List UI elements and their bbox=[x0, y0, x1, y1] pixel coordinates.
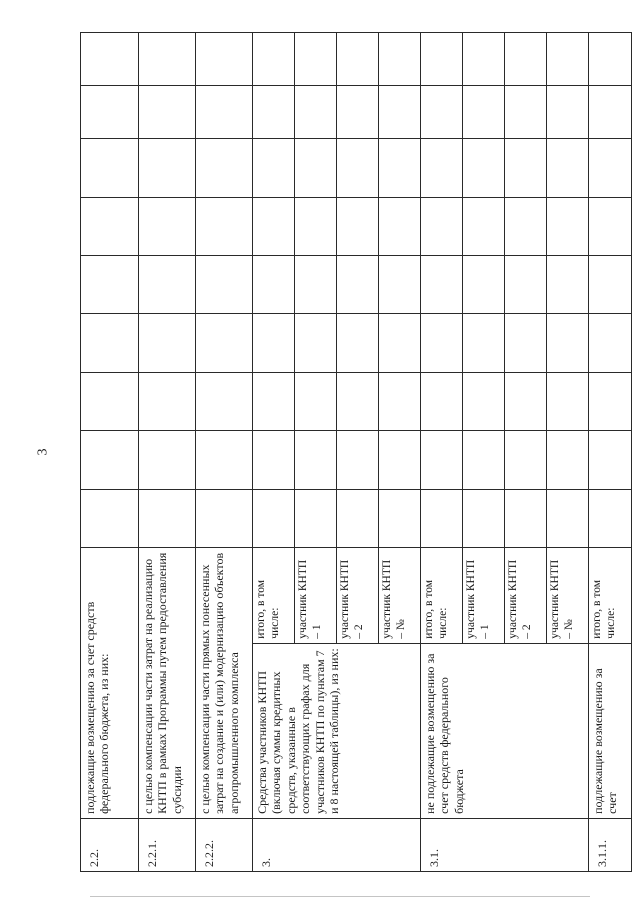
value-cell bbox=[505, 86, 547, 139]
value-cell bbox=[463, 489, 505, 547]
value-cell bbox=[589, 139, 632, 197]
value-cell bbox=[196, 33, 253, 86]
value-cell bbox=[421, 197, 463, 255]
value-cell bbox=[337, 314, 379, 372]
value-cell bbox=[295, 197, 337, 255]
value-cell bbox=[421, 256, 463, 314]
table-row-2-2 bbox=[81, 33, 139, 872]
table-row-3-1-1-total bbox=[589, 33, 632, 872]
row-number: 2.2.1. bbox=[139, 818, 196, 871]
value-cell bbox=[589, 33, 632, 86]
value-cell bbox=[139, 256, 196, 314]
row-number: 3.1. bbox=[421, 818, 589, 871]
value-cell bbox=[589, 256, 632, 314]
financing-table bbox=[80, 32, 632, 872]
value-cell bbox=[421, 489, 463, 547]
value-cell bbox=[295, 86, 337, 139]
value-cell bbox=[139, 33, 196, 86]
value-cell bbox=[505, 33, 547, 86]
sub-label: участник КНТП – 2 bbox=[337, 548, 379, 644]
value-cell bbox=[379, 33, 421, 86]
value-cell bbox=[547, 431, 589, 489]
value-cell bbox=[81, 431, 139, 489]
value-cell bbox=[505, 431, 547, 489]
value-cell bbox=[337, 372, 379, 430]
value-cell bbox=[295, 139, 337, 197]
row-label: подлежащие возмещению за счет средств федерального бюджета, из них: bbox=[81, 548, 139, 819]
row-label: подлежащие возмещению за счет bbox=[589, 643, 632, 818]
value-cell bbox=[253, 197, 295, 255]
value-cell bbox=[139, 86, 196, 139]
value-cell bbox=[421, 431, 463, 489]
value-cell bbox=[196, 86, 253, 139]
value-cell bbox=[81, 314, 139, 372]
value-cell bbox=[589, 372, 632, 430]
value-cell bbox=[253, 489, 295, 547]
value-cell bbox=[337, 86, 379, 139]
value-cell bbox=[295, 372, 337, 430]
value-cell bbox=[337, 256, 379, 314]
value-cell bbox=[589, 489, 632, 547]
value-cell bbox=[196, 314, 253, 372]
value-cell bbox=[505, 489, 547, 547]
value-cell bbox=[547, 372, 589, 430]
sub-label: итого, в том числе: bbox=[253, 548, 295, 644]
value-cell bbox=[379, 314, 421, 372]
row-label: Средства участников КНТП (включая суммы кредитных средств, указанные в соответствующих графах для участников КНТП по пунктам 7 и 8 настоящей таблицы), из них: bbox=[253, 643, 421, 818]
value-cell bbox=[253, 139, 295, 197]
sub-label: участник КНТП – № bbox=[547, 548, 589, 644]
value-cell bbox=[139, 431, 196, 489]
value-cell bbox=[139, 139, 196, 197]
value-cell bbox=[547, 489, 589, 547]
value-cell bbox=[463, 372, 505, 430]
value-cell bbox=[589, 86, 632, 139]
value-cell bbox=[379, 197, 421, 255]
value-cell bbox=[295, 489, 337, 547]
value-cell bbox=[379, 431, 421, 489]
value-cell bbox=[589, 431, 632, 489]
sub-label: участник КНТП – № bbox=[379, 548, 421, 644]
value-cell bbox=[139, 314, 196, 372]
value-cell bbox=[81, 489, 139, 547]
value-cell bbox=[379, 489, 421, 547]
sub-label: участник КНТП – 1 bbox=[463, 548, 505, 644]
value-cell bbox=[337, 197, 379, 255]
value-cell bbox=[547, 33, 589, 86]
value-cell bbox=[196, 431, 253, 489]
value-cell bbox=[379, 372, 421, 430]
table-row-2-2-1 bbox=[139, 33, 196, 872]
rotated-table-wrapper bbox=[80, 32, 620, 872]
value-cell bbox=[547, 139, 589, 197]
value-cell bbox=[81, 33, 139, 86]
value-cell bbox=[139, 489, 196, 547]
value-cell bbox=[81, 139, 139, 197]
value-cell bbox=[463, 197, 505, 255]
value-cell bbox=[547, 314, 589, 372]
value-cell bbox=[295, 256, 337, 314]
sub-label: участник КНТП – 2 bbox=[505, 548, 547, 644]
value-cell bbox=[253, 372, 295, 430]
row-number: 3. bbox=[253, 818, 421, 871]
page-number: 3 bbox=[35, 448, 51, 456]
value-cell bbox=[505, 314, 547, 372]
value-cell bbox=[463, 86, 505, 139]
value-cell bbox=[253, 256, 295, 314]
table-row-2-2-2 bbox=[196, 33, 253, 872]
value-cell bbox=[463, 314, 505, 372]
value-cell bbox=[253, 431, 295, 489]
value-cell bbox=[421, 372, 463, 430]
value-cell bbox=[295, 431, 337, 489]
table-row-3-1-total bbox=[421, 33, 463, 872]
value-cell bbox=[196, 256, 253, 314]
value-cell bbox=[196, 489, 253, 547]
value-cell bbox=[505, 372, 547, 430]
value-cell bbox=[81, 372, 139, 430]
value-cell bbox=[547, 197, 589, 255]
value-cell bbox=[463, 139, 505, 197]
value-cell bbox=[379, 86, 421, 139]
value-cell bbox=[589, 314, 632, 372]
row-label: с целью компенсации части затрат на реализацию КНТП в рамках Программы путем предоставления субсидии bbox=[139, 548, 196, 819]
value-cell bbox=[421, 139, 463, 197]
value-cell bbox=[196, 197, 253, 255]
row-number: 2.2.2. bbox=[196, 818, 253, 871]
value-cell bbox=[337, 489, 379, 547]
value-cell bbox=[505, 197, 547, 255]
scan-edge-line bbox=[90, 896, 590, 897]
value-cell bbox=[337, 431, 379, 489]
row-label: с целью компенсации части прямых понесенных затрат на создание и (или) модернизацию объектов агропромышленного комплекса bbox=[196, 548, 253, 819]
value-cell bbox=[337, 33, 379, 86]
value-cell bbox=[379, 256, 421, 314]
value-cell bbox=[463, 431, 505, 489]
value-cell bbox=[421, 33, 463, 86]
value-cell bbox=[421, 314, 463, 372]
value-cell bbox=[139, 372, 196, 430]
value-cell bbox=[421, 86, 463, 139]
sub-label: участник КНТП – 1 bbox=[295, 548, 337, 644]
value-cell bbox=[295, 33, 337, 86]
value-cell bbox=[196, 139, 253, 197]
value-cell bbox=[196, 372, 253, 430]
value-cell bbox=[253, 33, 295, 86]
value-cell bbox=[589, 197, 632, 255]
row-number: 3.1.1. bbox=[589, 818, 632, 871]
value-cell bbox=[463, 256, 505, 314]
value-cell bbox=[379, 139, 421, 197]
value-cell bbox=[463, 33, 505, 86]
value-cell bbox=[547, 256, 589, 314]
value-cell bbox=[505, 139, 547, 197]
value-cell bbox=[253, 314, 295, 372]
value-cell bbox=[81, 86, 139, 139]
value-cell bbox=[253, 86, 295, 139]
table-row-3-total bbox=[253, 33, 295, 872]
row-label: не подлежащие возмещению за счет средств федерального бюджета bbox=[421, 643, 589, 818]
row-number: 2.2. bbox=[81, 818, 139, 871]
value-cell bbox=[81, 256, 139, 314]
value-cell bbox=[139, 197, 196, 255]
sub-label: итого, в том числе: bbox=[589, 548, 632, 644]
value-cell bbox=[81, 197, 139, 255]
value-cell bbox=[505, 256, 547, 314]
sub-label: итого, в том числе: bbox=[421, 548, 463, 644]
value-cell bbox=[295, 314, 337, 372]
value-cell bbox=[337, 139, 379, 197]
value-cell bbox=[547, 86, 589, 139]
